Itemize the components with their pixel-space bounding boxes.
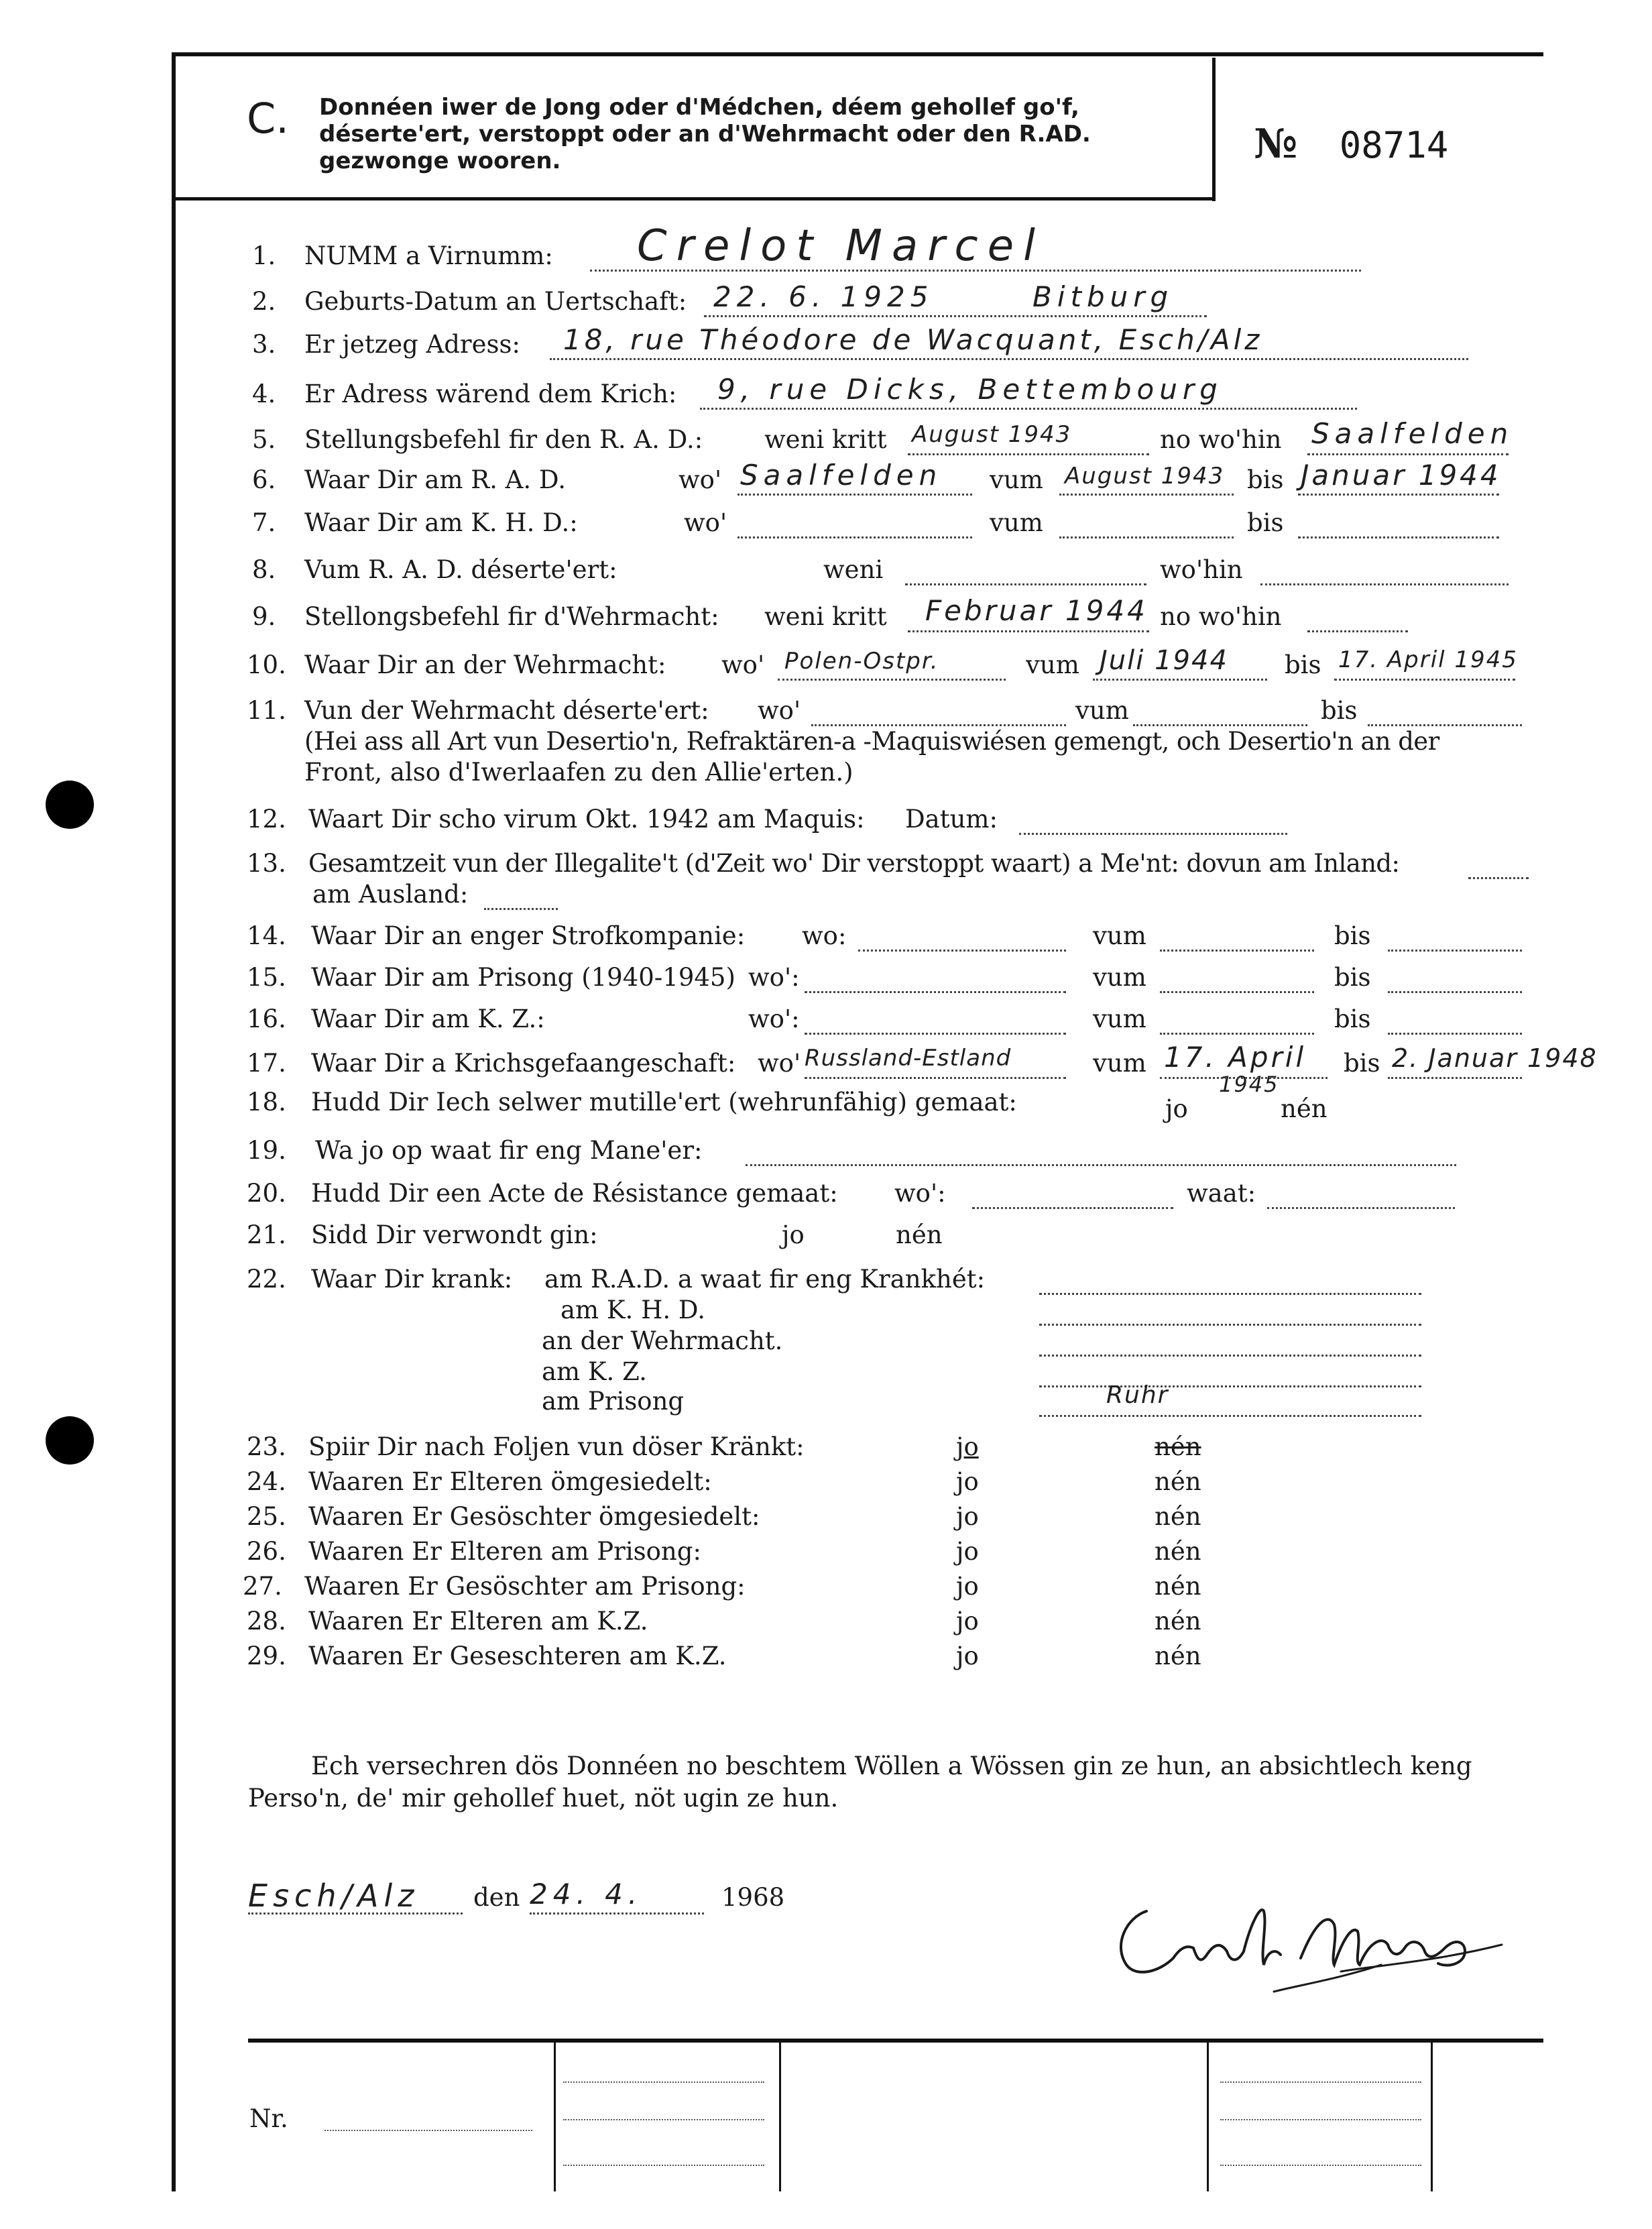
signature-date-line	[530, 1912, 704, 1914]
row-6-to-line	[1298, 494, 1499, 496]
row-9-label: Stellongsbefehl fir d'Wehrmacht:	[304, 602, 719, 631]
form-title: Donnéen iwer de Jong oder d'Médchen, déem gehollef go'f, déserte'ert, verstoppt oder an d'Wehrmacht oder den R.AD. gezwonge wooren.	[319, 94, 1091, 174]
footer-col2-line-2	[563, 2119, 764, 2120]
row-15-to-label: bis	[1334, 963, 1371, 992]
row-15-where-line	[805, 991, 1066, 993]
row-24-yes: jo	[956, 1467, 979, 1496]
row-6-where-value: Saalfelden	[740, 459, 943, 492]
row-20-label: Hudd Dir een Acte de Résistance gemaat:	[311, 1179, 838, 1208]
row-29-num: 29.	[247, 1642, 286, 1670]
footer-nr-label: Nr.	[249, 2104, 288, 2133]
row-10-from-label: vum	[1026, 650, 1079, 679]
row-11-where-line	[811, 724, 1066, 726]
row-25-label: Waaren Er Gesöschter ömgesiedelt:	[308, 1502, 760, 1531]
row-14-where-line	[858, 950, 1066, 952]
row-6-to-label: bis	[1247, 465, 1284, 494]
row-27-no: nén	[1155, 1572, 1201, 1601]
row-21-num: 21.	[247, 1220, 286, 1249]
row-20-where-line	[972, 1207, 1173, 1209]
signature-place-line	[248, 1912, 463, 1914]
form-number	[1254, 121, 1448, 168]
row-6-num: 6.	[252, 465, 276, 494]
row-1-value: Crelot Marcel	[637, 221, 1045, 271]
row-10-where-value: Polen-Ostpr.	[784, 648, 939, 675]
footer-table-top-rule	[248, 2039, 1543, 2043]
signature-den-label: den	[473, 1883, 520, 1912]
row-17-to-value: 2. Januar 1948	[1392, 1043, 1598, 1073]
row-23-no: nén	[1155, 1432, 1201, 1461]
row-2-num: 2.	[252, 287, 276, 316]
row-8-where-line	[1260, 583, 1509, 585]
signature-place: Esch/Alz	[248, 1878, 420, 1914]
row-25-yes: jo	[956, 1502, 979, 1531]
signature-date: 24. 4.	[530, 1878, 643, 1910]
header-divider	[1212, 58, 1216, 201]
footer-col4-line-2	[1220, 2119, 1421, 2120]
row-3-line	[550, 358, 1468, 360]
row-7-num: 7.	[252, 508, 276, 537]
row-17-where-label: wo'	[758, 1049, 801, 1078]
row-24-label: Waaren Er Elteren ömgesiedelt:	[308, 1467, 712, 1496]
row-14-from-line	[1160, 950, 1314, 952]
row-22-line-5	[1039, 1415, 1421, 1417]
declaration-line-2: Perso'n, de' mir gehollef huet, nöt ugin ze hun.	[248, 1784, 839, 1813]
row-7-from-line	[1059, 536, 1234, 538]
row-16-to-line	[1388, 1033, 1522, 1035]
row-18-yes: jo	[1165, 1094, 1188, 1123]
row-9-where-label: no wo'hin	[1160, 602, 1282, 631]
row-7-where-line	[738, 536, 972, 538]
row-4-num: 4.	[252, 380, 276, 408]
row-23-yes: jo	[956, 1432, 979, 1461]
row-27-label: Waaren Er Gesöschter am Prisong:	[304, 1572, 746, 1601]
row-17-label: Waar Dir a Krichsgefaangeschaft:	[311, 1049, 736, 1078]
row-14-where-label: wo:	[802, 921, 847, 950]
number-value: 08714	[1339, 124, 1449, 166]
row-22-sub-4: am K. Z.	[542, 1357, 647, 1386]
row-16-num: 16.	[247, 1005, 286, 1033]
row-15-label: Waar Dir am Prisong (1940-1945)	[311, 963, 735, 992]
row-15-from-line	[1160, 991, 1314, 993]
declaration-line-1: Ech versechren dös Donnéen no beschtem Wöllen a Wössen gin ze hun, an absichtlech keng	[311, 1752, 1472, 1780]
row-18-label: Hudd Dir Iech selwer mutille'ert (wehrunfähig) gemaat:	[311, 1088, 1017, 1117]
row-26-num: 26.	[247, 1537, 286, 1566]
row-8-when-line	[905, 583, 1146, 585]
row-12-date-label: Datum:	[905, 805, 998, 834]
row-1-label: NUMM a Virnumm:	[304, 241, 553, 270]
row-12-label: Waart Dir scho virum Okt. 1942 am Maquis:	[308, 805, 865, 834]
row-5-label: Stellungsbefehl fir den R. A. D.:	[304, 425, 703, 454]
row-5-when-value: August 1943	[912, 421, 1072, 448]
row-15-to-line	[1388, 991, 1522, 993]
footer-table-divider-4	[1431, 2043, 1433, 2191]
row-13-abroad-line	[484, 908, 558, 910]
row-17-to-line	[1388, 1077, 1522, 1079]
row-17-where-line	[805, 1077, 1066, 1079]
row-11-where-label: wo'	[758, 696, 801, 725]
row-8-where-label: wo'hin	[1160, 555, 1243, 584]
row-24-no: nén	[1155, 1467, 1201, 1496]
row-17-from-year: 1945	[1219, 1072, 1279, 1097]
row-11-note-2: Front, also d'Iwerlaafen zu den Allie'erten.)	[304, 758, 853, 787]
row-13-label: Gesamtzeit vun der Illegalite't (d'Zeit wo' Dir verstoppt waart) a Me'nt: dovun am Inland:	[308, 849, 1400, 878]
row-6-label: Waar Dir am R. A. D.	[304, 465, 566, 494]
row-16-from-label: vum	[1093, 1005, 1146, 1033]
row-26-yes: jo	[956, 1537, 979, 1566]
row-5-num: 5.	[252, 425, 276, 454]
footer-col2-line-1	[563, 2081, 764, 2083]
row-3-value: 18, rue Théodore de Wacquant, Esch/Alz	[563, 323, 1263, 356]
number-symbol: №	[1254, 121, 1298, 168]
row-13-abroad-label: am Ausland:	[312, 880, 469, 909]
row-3-label: Er jetzeg Adress:	[304, 330, 520, 359]
row-6-from-line	[1059, 494, 1234, 496]
footer-col2-line-3	[563, 2165, 764, 2166]
row-22-line-1	[1039, 1293, 1421, 1295]
row-9-when-line	[908, 630, 1149, 632]
signature-year: 1968	[721, 1883, 785, 1912]
row-12-date-line	[1019, 833, 1287, 835]
row-10-num: 10.	[247, 650, 286, 679]
row-15-num: 15.	[247, 963, 286, 992]
row-18-no: nén	[1281, 1094, 1328, 1123]
row-21-yes: jo	[782, 1220, 805, 1249]
row-23-label: Spiir Dir nach Foljen vun döser Kränkt:	[308, 1432, 805, 1461]
row-2-label: Geburts-Datum an Uertschaft:	[304, 287, 687, 316]
row-20-num: 20.	[247, 1179, 286, 1208]
row-11-note-1: (Hei ass all Art vun Desertio'n, Refraktären-a -Maquiswiésen gemengt, och Desertio'n an der	[304, 727, 1439, 756]
row-2-date: 22. 6. 1925	[713, 280, 934, 313]
row-11-label: Vun der Wehrmacht déserte'ert:	[304, 696, 709, 725]
row-5-where-label: no wo'hin	[1160, 425, 1282, 454]
row-4-line	[700, 408, 1357, 410]
row-4-label: Er Adress wärend dem Krich:	[304, 380, 677, 408]
row-21-label: Sidd Dir verwondt gin:	[311, 1220, 598, 1249]
footer-col4-line-3	[1220, 2165, 1421, 2166]
row-9-when-label: weni kritt	[764, 602, 887, 631]
row-29-yes: jo	[956, 1642, 979, 1670]
row-12-num: 12.	[247, 805, 286, 834]
row-20-where-label: wo':	[894, 1179, 946, 1208]
row-5-when-label: weni kritt	[764, 425, 887, 454]
row-9-when-value: Februar 1944	[925, 594, 1148, 627]
row-9-where-line	[1307, 630, 1408, 632]
row-13-num: 13.	[247, 849, 286, 878]
row-16-label: Waar Dir am K. Z.:	[311, 1005, 545, 1033]
row-8-label: Vum R. A. D. déserte'ert:	[304, 555, 617, 584]
row-22-sub-5: am Prisong	[542, 1387, 685, 1416]
row-21-no: nén	[896, 1220, 943, 1249]
punch-hole-bottom	[46, 1416, 94, 1465]
row-4-value: 9, rue Dicks, Bettembourg	[717, 373, 1223, 406]
row-10-where-label: wo'	[721, 650, 765, 679]
row-10-from-value: Juli 1944	[1100, 645, 1228, 676]
row-22-line-2	[1039, 1324, 1421, 1326]
row-5-when-line	[908, 453, 1149, 455]
row-20-what-line	[1267, 1207, 1455, 1209]
row-5-where-value: Saalfelden	[1311, 417, 1514, 450]
row-17-from-line	[1160, 1077, 1328, 1079]
header-rule	[172, 197, 1215, 201]
row-22-sub-1: am R.A.D. a waat fir eng Krankhét:	[544, 1265, 986, 1294]
row-10-where-line	[778, 679, 1006, 681]
row-19-label: Wa jo op waat fir eng Mane'er:	[315, 1136, 703, 1165]
row-19-line	[746, 1164, 1456, 1166]
row-10-to-label: bis	[1285, 650, 1321, 679]
row-22-prison-value: Ruhr	[1106, 1381, 1169, 1409]
row-23-num: 23.	[247, 1432, 286, 1461]
row-16-to-label: bis	[1334, 1005, 1371, 1033]
row-1-num: 1.	[252, 241, 276, 270]
row-3-num: 3.	[252, 330, 276, 359]
row-26-no: nén	[1155, 1537, 1201, 1566]
row-17-to-label: bis	[1344, 1049, 1380, 1078]
row-9-num: 9.	[252, 602, 276, 631]
row-11-num: 11.	[247, 696, 286, 725]
row-10-from-line	[1093, 679, 1267, 681]
row-22-sub-2: am K. H. D.	[560, 1296, 705, 1324]
row-7-to-line	[1298, 536, 1499, 538]
row-14-label: Waar Dir an enger Strofkompanie:	[311, 921, 746, 950]
row-29-label: Waaren Er Geseschteren am K.Z.	[308, 1642, 727, 1670]
row-22-line-3	[1039, 1355, 1421, 1357]
row-14-num: 14.	[247, 921, 286, 950]
row-28-no: nén	[1155, 1607, 1201, 1636]
row-28-yes: jo	[956, 1607, 979, 1636]
row-22-label: Waar Dir krank:	[311, 1265, 513, 1294]
row-17-from-value: 17. April	[1164, 1041, 1307, 1074]
row-6-where-label: wo'	[678, 465, 722, 494]
footer-table-divider-2	[779, 2043, 781, 2191]
row-14-to-line	[1388, 950, 1522, 952]
row-16-where-label: wo':	[748, 1005, 800, 1033]
row-25-num: 25.	[247, 1502, 286, 1531]
row-29-no: nén	[1155, 1642, 1201, 1670]
row-26-label: Waaren Er Elteren am Prisong:	[308, 1537, 701, 1566]
row-14-from-label: vum	[1093, 921, 1146, 950]
row-22-num: 22.	[247, 1265, 286, 1294]
row-6-from-value: August 1943	[1065, 463, 1225, 490]
row-15-from-label: vum	[1093, 963, 1146, 992]
row-11-from-label: vum	[1075, 696, 1129, 725]
row-25-no: nén	[1155, 1502, 1201, 1531]
row-7-to-label: bis	[1247, 508, 1284, 537]
row-18-num: 18.	[247, 1088, 286, 1117]
row-6-where-line	[738, 494, 972, 496]
row-17-num: 17.	[247, 1049, 286, 1078]
row-8-when-label: weni	[823, 555, 884, 584]
row-2-place: Bitburg	[1032, 280, 1174, 313]
row-7-from-label: vum	[990, 508, 1043, 537]
row-24-num: 24.	[247, 1467, 286, 1496]
row-20-what-label: waat:	[1187, 1179, 1256, 1208]
row-11-to-label: bis	[1321, 696, 1358, 725]
row-14-to-label: bis	[1334, 921, 1371, 950]
row-16-where-line	[805, 1033, 1066, 1035]
row-27-num: 27.	[243, 1572, 282, 1601]
row-10-to-value: 17. April 1945	[1338, 646, 1518, 673]
row-7-where-label: wo'	[684, 508, 727, 537]
row-22-line-4	[1039, 1385, 1421, 1387]
row-27-yes: jo	[956, 1572, 979, 1601]
footer-col4-line-1	[1220, 2081, 1421, 2083]
row-2-line	[704, 315, 1207, 317]
handwritten-signature	[1100, 1884, 1515, 2018]
row-10-label: Waar Dir an der Wehrmacht:	[304, 650, 666, 679]
row-13-inland-line	[1468, 877, 1529, 879]
row-17-from-label: vum	[1093, 1049, 1146, 1078]
row-11-to-line	[1368, 724, 1522, 726]
footer-nr-line	[324, 2130, 532, 2131]
row-6-from-label: vum	[990, 465, 1043, 494]
row-22-sub-3: an der Wehrmacht.	[542, 1326, 783, 1355]
row-15-where-label: wo':	[748, 963, 800, 992]
row-5-where-line	[1307, 453, 1509, 455]
row-17-where-value: Russland-Estland	[805, 1045, 1012, 1072]
row-7-label: Waar Dir am K. H. D.:	[304, 508, 578, 537]
row-6-to-value: Januar 1944	[1301, 459, 1501, 492]
row-11-from-line	[1133, 724, 1307, 726]
section-letter: C.	[247, 94, 289, 143]
row-28-num: 28.	[247, 1607, 286, 1636]
footer-table-divider-1	[554, 2043, 556, 2191]
row-28-label: Waaren Er Elteren am K.Z.	[308, 1607, 648, 1636]
row-8-num: 8.	[252, 555, 276, 584]
row-19-num: 19.	[247, 1136, 286, 1165]
row-10-to-line	[1334, 679, 1515, 681]
punch-hole-top	[46, 781, 94, 829]
row-16-from-line	[1160, 1033, 1314, 1035]
footer-table-divider-3	[1207, 2043, 1209, 2191]
